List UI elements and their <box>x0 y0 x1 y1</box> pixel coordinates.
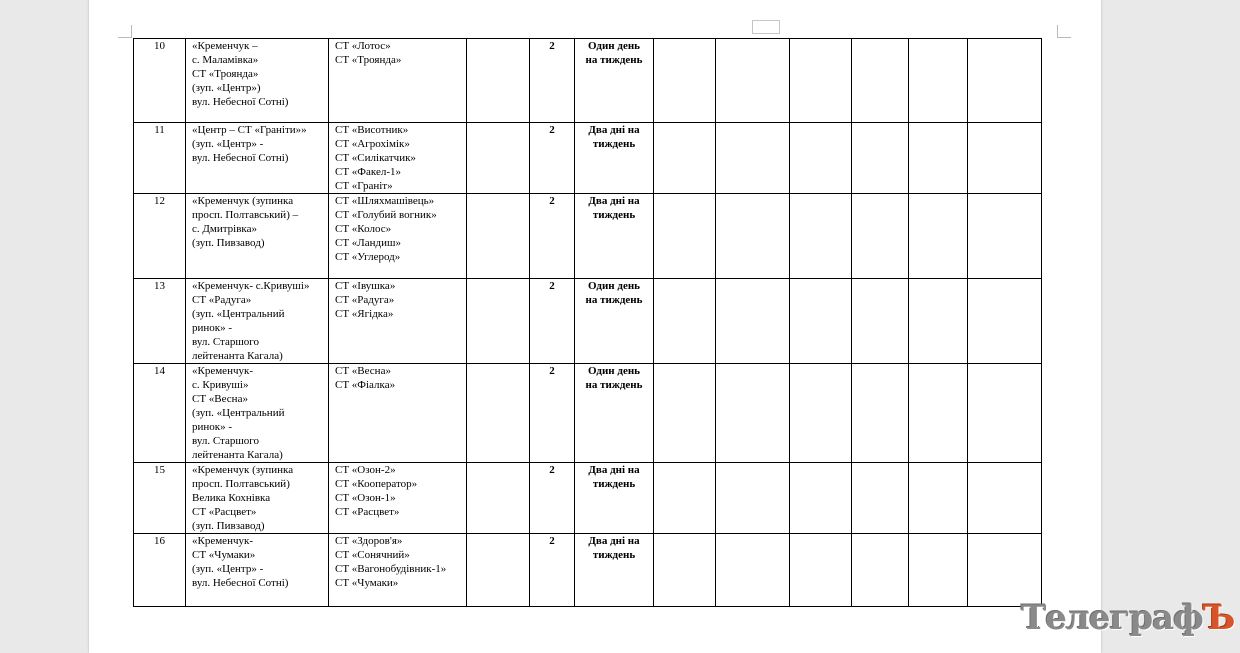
watermark-accent-letter: Ъ <box>1202 598 1235 638</box>
empty-cell <box>467 39 530 123</box>
empty-cell <box>467 534 530 607</box>
empty-cell <box>654 364 716 463</box>
cooperative-line: СТ «Колос» <box>335 223 392 235</box>
crop-mark-right <box>1057 25 1071 38</box>
route-line: СТ «Троянда» <box>192 68 259 80</box>
route-line: вул. Небесної Сотні) <box>192 577 289 589</box>
empty-cell <box>790 279 852 364</box>
empty-cell <box>467 194 530 279</box>
cooperative-line: СТ «Івушка» <box>335 280 396 292</box>
trips-cell: 2 <box>530 534 575 607</box>
table-row <box>134 194 1042 279</box>
telegraf-watermark <box>1021 598 1234 638</box>
cooperative-line: СТ «Сонячний» <box>335 549 410 561</box>
empty-cell <box>852 463 909 534</box>
frequency-line: на тиждень <box>585 379 643 391</box>
route-line: лейтенанта Кагала) <box>192 350 283 362</box>
empty-cell <box>467 123 530 194</box>
empty-cell <box>968 194 1042 279</box>
route-line: (зуп. Пивзавод) <box>192 520 265 532</box>
route-line: с. Кривуші» <box>192 379 249 391</box>
cooperative-line: СТ «Висотник» <box>335 124 409 136</box>
route-line: СТ «Чумаки» <box>192 549 256 561</box>
empty-cell <box>467 279 530 364</box>
route-line: (зуп. Пивзавод) <box>192 237 265 249</box>
frequency-line: тиждень <box>592 549 636 561</box>
empty-cell <box>852 279 909 364</box>
empty-cell <box>790 194 852 279</box>
empty-cell <box>716 123 790 194</box>
route-line: «Центр – СТ «Граніти»» <box>192 124 307 136</box>
empty-cell <box>909 534 968 607</box>
row-number-cell: 16 <box>134 534 186 607</box>
empty-cell <box>909 194 968 279</box>
frequency-line: тиждень <box>592 478 636 490</box>
trips-cell: 2 <box>530 463 575 534</box>
empty-cell <box>790 463 852 534</box>
cooperative-line: СТ «Голубий вогник» <box>335 209 437 221</box>
cooperative-line: СТ «Граніт» <box>335 180 393 192</box>
route-cell <box>186 534 329 607</box>
trips-cell: 2 <box>530 194 575 279</box>
route-line: вул. Старшого <box>192 435 260 447</box>
empty-cell <box>852 123 909 194</box>
route-cell <box>186 364 329 463</box>
empty-cell <box>654 463 716 534</box>
cooperative-line: СТ «Троянда» <box>335 54 402 66</box>
table-row <box>134 534 1042 607</box>
route-line: лейтенанта Кагала) <box>192 449 283 461</box>
trips-cell: 2 <box>530 39 575 123</box>
frequency-cell <box>575 123 654 194</box>
cooperative-line: СТ «Радуга» <box>335 294 395 306</box>
frequency-line: Два дні на <box>588 124 640 136</box>
empty-cell <box>968 364 1042 463</box>
trips-cell: 2 <box>530 123 575 194</box>
route-line: «Кременчук- с.Кривуші» <box>192 280 310 292</box>
route-line: «Кременчук- <box>192 535 253 547</box>
route-line: «Кременчук (зупинка <box>192 464 294 476</box>
empty-cell <box>909 39 968 123</box>
crop-mark-left <box>118 25 132 38</box>
cooperative-line: СТ «Кооператор» <box>335 478 418 490</box>
route-line: просп. Полтавський) <box>192 478 290 490</box>
empty-cell <box>852 364 909 463</box>
schedule-table <box>133 38 1042 607</box>
empty-cell <box>909 279 968 364</box>
empty-cell <box>968 123 1042 194</box>
cooperative-line: СТ «Шляхмашівець» <box>335 195 435 207</box>
row-number-cell: 13 <box>134 279 186 364</box>
frequency-line: на тиждень <box>585 54 643 66</box>
empty-cell <box>654 123 716 194</box>
frequency-line: на тиждень <box>585 294 643 306</box>
cooperative-line: СТ «Расцвет» <box>335 506 400 518</box>
route-line: (зуп. «Центр» - <box>192 563 264 575</box>
frequency-line: Два дні на <box>588 535 640 547</box>
cooperative-line: СТ «Ягідка» <box>335 308 394 320</box>
route-line: ринок» - <box>192 322 233 334</box>
route-line: с. Маламівка» <box>192 54 259 66</box>
empty-cell <box>716 463 790 534</box>
route-line: (зуп. «Центр» - <box>192 138 264 150</box>
cooperative-line: СТ «Чумаки» <box>335 577 399 589</box>
cooperatives-cell <box>329 463 467 534</box>
empty-cell <box>716 534 790 607</box>
route-line: СТ «Весна» <box>192 393 248 405</box>
trips-cell: 2 <box>530 364 575 463</box>
frequency-line: Один день <box>587 40 640 52</box>
route-cell <box>186 279 329 364</box>
header-placeholder[interactable] <box>752 20 780 34</box>
cooperative-line: СТ «Фіалка» <box>335 379 396 391</box>
table-row <box>134 279 1042 364</box>
empty-cell <box>467 364 530 463</box>
empty-cell <box>968 39 1042 123</box>
empty-cell <box>852 39 909 123</box>
frequency-cell <box>575 364 654 463</box>
cooperative-line: СТ «Агрохімік» <box>335 138 410 150</box>
cooperatives-cell <box>329 534 467 607</box>
empty-cell <box>716 364 790 463</box>
cooperative-line: СТ «Лотос» <box>335 40 391 52</box>
trips-cell: 2 <box>530 279 575 364</box>
cooperative-line: СТ «Озон-1» <box>335 492 396 504</box>
row-number-cell: 14 <box>134 364 186 463</box>
empty-cell <box>790 123 852 194</box>
route-line: с. Дмитрівка» <box>192 223 257 235</box>
row-number-cell: 12 <box>134 194 186 279</box>
row-number-cell: 11 <box>134 123 186 194</box>
cooperative-line: СТ «Здоров'я» <box>335 535 403 547</box>
empty-cell <box>790 534 852 607</box>
empty-cell <box>909 463 968 534</box>
watermark-text: Телеграф <box>1021 598 1203 638</box>
empty-cell <box>654 534 716 607</box>
frequency-cell <box>575 279 654 364</box>
frequency-line: тиждень <box>592 209 636 221</box>
cooperative-line: СТ «Силікатчик» <box>335 152 416 164</box>
frequency-line: Один день <box>587 280 640 292</box>
cooperative-line: СТ «Вагонобудівник-1» <box>335 563 447 575</box>
frequency-cell <box>575 463 654 534</box>
cooperatives-cell <box>329 194 467 279</box>
cooperative-line: СТ «Углерод» <box>335 251 401 263</box>
cooperatives-cell <box>329 123 467 194</box>
empty-cell <box>909 123 968 194</box>
empty-cell <box>852 194 909 279</box>
route-line: (зуп. «Центр») <box>192 82 261 94</box>
empty-cell <box>716 279 790 364</box>
route-line: ринок» - <box>192 421 233 433</box>
empty-cell <box>968 534 1042 607</box>
frequency-line: тиждень <box>592 138 636 150</box>
frequency-cell <box>575 534 654 607</box>
empty-cell <box>790 39 852 123</box>
route-line: вул. Старшого <box>192 336 260 348</box>
route-line: Велика Кохнівка <box>192 492 271 504</box>
route-cell <box>186 194 329 279</box>
route-line: (зуп. «Центральний <box>192 308 285 320</box>
cooperatives-cell <box>329 364 467 463</box>
route-line: вул. Небесної Сотні) <box>192 152 289 164</box>
route-cell <box>186 39 329 123</box>
empty-cell <box>968 463 1042 534</box>
frequency-line: Два дні на <box>588 464 640 476</box>
cooperative-line: СТ «Озон-2» <box>335 464 396 476</box>
route-line: просп. Полтавський) – <box>192 209 299 221</box>
table-row <box>134 123 1042 194</box>
table-row <box>134 463 1042 534</box>
frequency-line: Один день <box>587 365 640 377</box>
route-line: (зуп. «Центральний <box>192 407 285 419</box>
frequency-cell <box>575 39 654 123</box>
route-cell <box>186 123 329 194</box>
empty-cell <box>852 534 909 607</box>
frequency-cell <box>575 194 654 279</box>
route-line: «Кременчук- <box>192 365 253 377</box>
route-line: СТ «Расцвет» <box>192 506 257 518</box>
empty-cell <box>654 39 716 123</box>
cooperatives-cell <box>329 39 467 123</box>
empty-cell <box>716 194 790 279</box>
table-row <box>134 39 1042 123</box>
empty-cell <box>654 194 716 279</box>
route-line: вул. Небесної Сотні) <box>192 96 289 108</box>
route-line: СТ «Радуга» <box>192 294 252 306</box>
route-cell <box>186 463 329 534</box>
row-number-cell: 10 <box>134 39 186 123</box>
row-number-cell: 15 <box>134 463 186 534</box>
route-line: «Кременчук (зупинка <box>192 195 294 207</box>
route-line: «Кременчук – <box>192 40 258 52</box>
cooperative-line: СТ «Факел-1» <box>335 166 401 178</box>
empty-cell <box>790 364 852 463</box>
empty-cell <box>909 364 968 463</box>
cooperatives-cell <box>329 279 467 364</box>
table-row <box>134 364 1042 463</box>
empty-cell <box>716 39 790 123</box>
empty-cell <box>968 279 1042 364</box>
cooperative-line: СТ «Ландиш» <box>335 237 401 249</box>
empty-cell <box>654 279 716 364</box>
cooperative-line: СТ «Весна» <box>335 365 391 377</box>
empty-cell <box>467 463 530 534</box>
frequency-line: Два дні на <box>588 195 640 207</box>
